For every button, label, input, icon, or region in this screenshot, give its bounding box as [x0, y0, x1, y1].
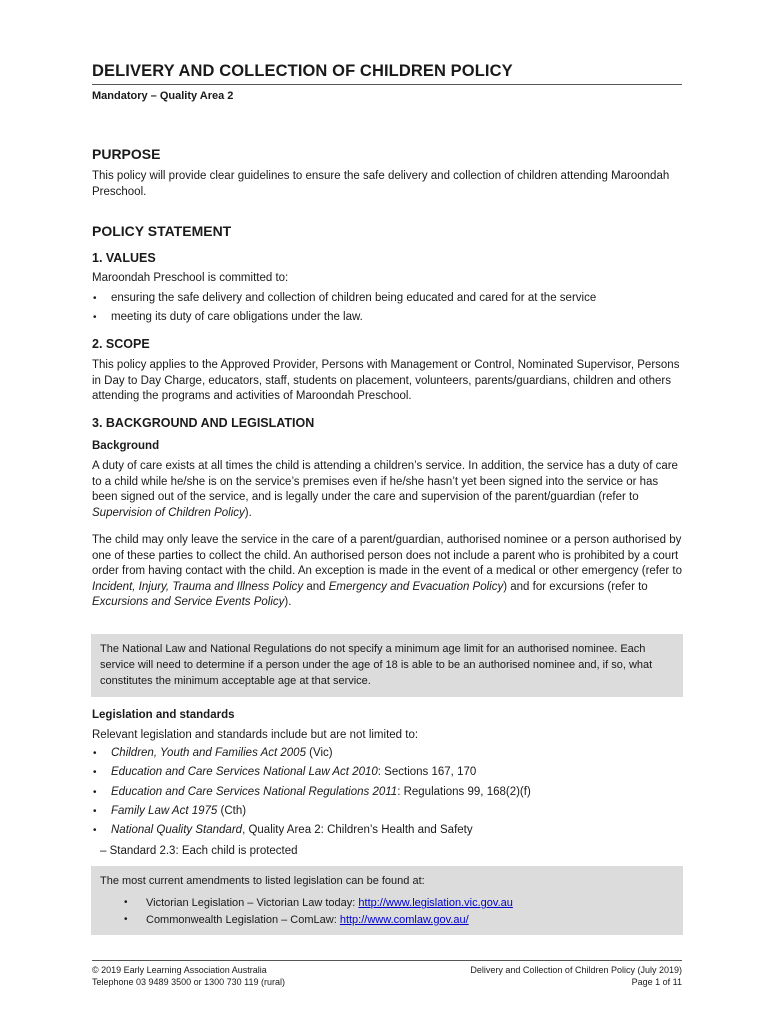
footer-copyright: © 2019 Early Learning Association Australia: [92, 965, 267, 975]
footer-document-name: Delivery and Collection of Children Policy (July 2019): [470, 965, 682, 975]
policy-statement-heading: POLICY STATEMENT: [92, 223, 232, 239]
background-paragraph-2: The child may only leave the service in the care of a parent/guardian, authorised nominee or a person authorised by one of these parties to collect the child. An authorised person does not include a parent who is prohibited by a court order from having contact with the child. An exception is made in the event of a medical or other emergency (refer to Incident, Injury, Trauma and Illness Policy and Emergency and Evacuation Policy) and for excursions (refer to Excursions and Service Events Policy).: [92, 534, 682, 609]
list-item: • Children, Youth and Families Act 2005 (Vic): [92, 746, 682, 765]
list-item: • Victorian Legislation – Victorian Law today: http://www.legislation.vic.gov.au: [100, 895, 674, 912]
list-item: • Education and Care Services National Regulations 2011: Regulations 99, 168(2)(f): [92, 785, 682, 804]
policy-reference: Excursions and Service Events Policy: [92, 596, 285, 609]
page-title: DELIVERY AND COLLECTION OF CHILDREN POLICY: [92, 62, 682, 85]
list-item: • ensuring the safe delivery and collection of children being educated and cared for at the service: [92, 291, 682, 310]
footer-right: [470, 964, 682, 988]
page-subtitle: Mandatory – Quality Area 2: [92, 90, 234, 102]
comlaw-link[interactable]: http://www.comlaw.gov.au/: [339, 913, 469, 926]
scope-text: This policy applies to the Approved Provider, Persons with Management or Control, Nominated Supervisor, Persons in Day to Day Charge, educators, staff, students on placement, volunteers, parents/guardians, children and others attending the programs and activities of Maroondah Preschool.: [92, 359, 680, 403]
list-item: • meeting its duty of care obligations under the law.: [92, 310, 682, 329]
background-heading: 3. BACKGROUND AND LEGISLATION: [92, 416, 315, 430]
sub-list-item: – Standard 2.3: Each child is protected: [100, 845, 298, 857]
footer-left: [92, 964, 285, 988]
victorian-legislation-link[interactable]: http://www.legislation.vic.gov.au: [358, 897, 513, 910]
list-item: • Education and Care Services National Law Act 2010: Sections 167, 170: [92, 765, 682, 784]
amendments-links: [100, 895, 674, 928]
background-paragraph-1: A duty of care exists at all times the child is attending a children’s service. In addition, the service has a duty of care to a child while he/she is on the service’s premises even if he/she hasn’t yet been signed into the service or has been signed out of the service, and is legally under the care and supervision of the parent/guardian (refer to Supervision of Children Policy).: [92, 460, 678, 519]
purpose-heading: PURPOSE: [92, 146, 161, 162]
policy-reference: Emergency and Evacuation Policy: [328, 580, 504, 593]
policy-reference: Supervision of Children Policy: [92, 506, 245, 519]
values-intro: Maroondah Preschool is committed to:: [92, 272, 289, 284]
policy-reference: Incident, Injury, Trauma and Illness Policy: [92, 580, 304, 593]
legislation-intro: Relevant legislation and standards include but are not limited to:: [92, 729, 419, 741]
footer-phone: Telephone 03 9489 3500 or 1300 730 119 (rural): [92, 977, 285, 987]
purpose-text: This policy will provide clear guidelines to ensure the safe delivery and collection of children attending Maroondah Preschool.: [92, 170, 670, 198]
list-item: • National Quality Standard, Quality Area 2: Children’s Health and Safety: [92, 823, 682, 842]
age-note-box: The National Law and National Regulations do not specify a minimum age limit for an authorised nominee. Each service will need to determine if a person under the age of 18 is able to be an authorised nominee and, if so, what constitutes the minimum acceptable age at that service.: [91, 634, 683, 697]
values-heading: 1. VALUES: [92, 251, 156, 265]
list-item: • Family Law Act 1975 (Cth): [92, 804, 682, 823]
legislation-subheading: Legislation and standards: [92, 709, 235, 721]
legislation-list: [92, 746, 682, 842]
scope-heading: 2. SCOPE: [92, 337, 150, 351]
amendments-box: [91, 866, 683, 935]
footer-divider: [92, 960, 682, 961]
footer-page-number: Page 1 of 11: [631, 977, 682, 987]
list-item: • Commonwealth Legislation – ComLaw: http://www.comlaw.gov.au/: [100, 912, 674, 929]
background-subheading: Background: [92, 440, 160, 452]
values-list: [92, 291, 682, 330]
amendments-intro: The most current amendments to listed legislation can be found at:: [100, 875, 425, 887]
